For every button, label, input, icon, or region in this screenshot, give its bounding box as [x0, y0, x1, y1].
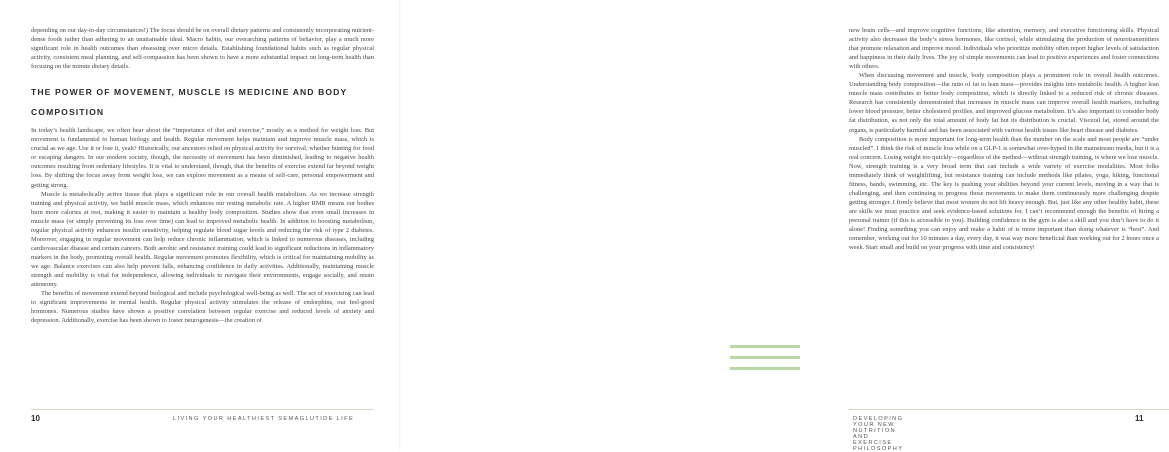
decorative-green-bar — [730, 345, 800, 348]
right-footer-rule — [849, 409, 1169, 410]
left-running-title: LIVING YOUR HEALTHIEST SEMAGLUTIDE LIFE — [173, 415, 355, 422]
left-paragraph: In today’s health landscape, we often hear about the “importance of diet and exercise,” mostly as a method for weight loss. But movement is fundamental to human biology and health. Regular movement helps maintain and improve muscle mass, which is crucial as we age. Use it or lose it, yeah? Historically, our ancestors relied on physical activity for survival, whether hunting for food or escaping dangers. In our modern society, though, the necessity of movement has been diminished, leading to negative health outcomes resulting from sedentary lifestyles. It is vital to understand, though, that the benefits of exercise extend far beyond weight loss. By shifting the focus away from weight loss, we can explore movement as a means of self-care, personal empowerment and getting strong. — [31, 127, 374, 189]
right-paragraph: new brain cells—and improve cognitive functions, like attention, memory, and executive functioning skills. Physical activity also decreases the body’s stress hormones, like cortisol, while stimulating the production of neurotransmitters that promote relaxation and improve mood. Individuals who prioritize mobility often report higher levels of satisfaction and happiness in their daily lives. The joy of simple movements can lead to positive experiences and foster connections with others. — [849, 27, 1159, 71]
left-page — [0, 0, 400, 450]
right-running-title: DEVELOPING YOUR NEW NUTRITION AND EXERCISE PHILOSOPHY — [853, 415, 904, 452]
left-footer-rule — [31, 409, 374, 410]
left-paragraph: Muscle is metabolically active tissue that plays a significant role in our overall health metabolism. As we increase strength training and physical activity, we build muscle mass, which enhances our resting metabolic rate. A higher RMR means our bodies burn more calories at rest, making it easier to maintain a healthy body composition. Studies show that even small increases in muscle mass (or simply preventing its loss over time) can lead to improved metabolic health. In addition to boosting metabolism, regular physical activity enhances insulin sensitivity, helping regulate blood sugar levels and reducing the risk of type 2 diabetes. Moreover, engaging in regular movement can help reduce chronic inflammation, which is linked to numerous diseases, including cardiovascular disease and certain cancers. Both aerobic and resistance training could lead to significant reductions in inflammatory markers in the body, promoting overall health. Regular movement promotes flexibility, which is critical for maintaining mobility as we age. Balance exercises can also help prevent falls, enhancing confidence in daily activities. Additionally, maintaining muscle strength and mobility is vital for independence, allowing individuals to navigate their environments, engage socially, and retain autonomy. — [31, 190, 374, 289]
right-text-column — [849, 26, 1159, 252]
section-heading: THE POWER OF MOVEMENT, MUSCLE IS MEDICINE AND BODY COMPOSITION — [31, 87, 348, 118]
left-intro-paragraph: depending on our day-to-day circumstances!) The focus should be on overall dietary patterns and consistently incorporating nutrient-dense foods rather than adhering to an unattainable ideal. Macro habits, our overarching patterns of behavior, play a much more significant role in health outcomes than obsessing over micro details. Establishing foundational habits such as regular physical activity, consistent meal planning, and self-compassion has been shown to have a more substantial impact on long-term health than focusing on the minute dietary details. — [31, 27, 374, 71]
right-paragraph: When discussing movement and muscle, body composition plays a prominent role in overall health outcomes. Understanding body composition—the ratio of fat to lean mass—provides insights into metabolic health. A higher lean muscle mass contributes to better body composition, which is directly linked to a reduced risk of chronic diseases. Research has consistently demonstrated that increases in muscle mass can improve overall health markers, including lower blood pressure, better cholesterol profiles, and improved glucose metabolism. It’s also important to consider body fat distribution, as not only the total amount of body fat but its distribution is crucial. Visceral fat, stored around the organs, is particularly harmful and has been associated with various health issues like heart disease and diabetes. — [849, 72, 1159, 134]
decorative-green-bar — [730, 367, 800, 370]
decorative-green-bar — [730, 356, 800, 359]
left-paragraph: The benefits of movement extend beyond biological and include psychological well-being as well. The act of exercising can lead to significant improvements in mental health. Regular physical activity stimulates the release of endorphins, our feel-good hormones. Numerous studies have shown a positive correlation between regular exercise and reduced levels of anxiety and depression. Additionally, exercise has been shown to foster neurogenesis—the creation of — [31, 290, 374, 325]
right-page-number: 11 — [1135, 414, 1144, 423]
left-page-number: 10 — [31, 414, 40, 423]
right-page — [400, 0, 1159, 452]
left-text-column — [31, 26, 374, 325]
right-paragraph: Body composition is more important for long-term health than the number on the scale and most people are “under muscled”. I think the risk of muscle loss while on a GLP-1 is somewhat over-hyped in the mainstream media, but it is a real concern. Losing weight too quickly—regardless of the method—without strength training, is where we lose muscle. Now, strength training is a very broad term that can include a wide variety of exercise modalities. Most folks immediately think of weightlifting, but resistance training can include methods like pilates, yoga, hiking, functional fitness, bands, swimming, etc. The key is pushing your abilities beyond your current levels, moving in a way that is challenging, and then continuing to progress those movements to make them continuously more challenging despite getting stronger. I firmly believe that most women do not lift heavy enough. But, just like any other healthy habit, these are skills we must practice and seek evidence-based solutions for. I can’t recommend enough the benefits of hiring a personal trainer (if this is accessible to you). Building confidence in the gym is also a skill and you don’t have to do it alone! Finding something you can enjoy and make a habit of is more important than doing whatever is “best”. And remember, working out for 10 minutes a day, every day, it was way more beneficial than working out for 2 hours once a week. Start small and build on your progress with time and consistency! — [849, 135, 1159, 252]
